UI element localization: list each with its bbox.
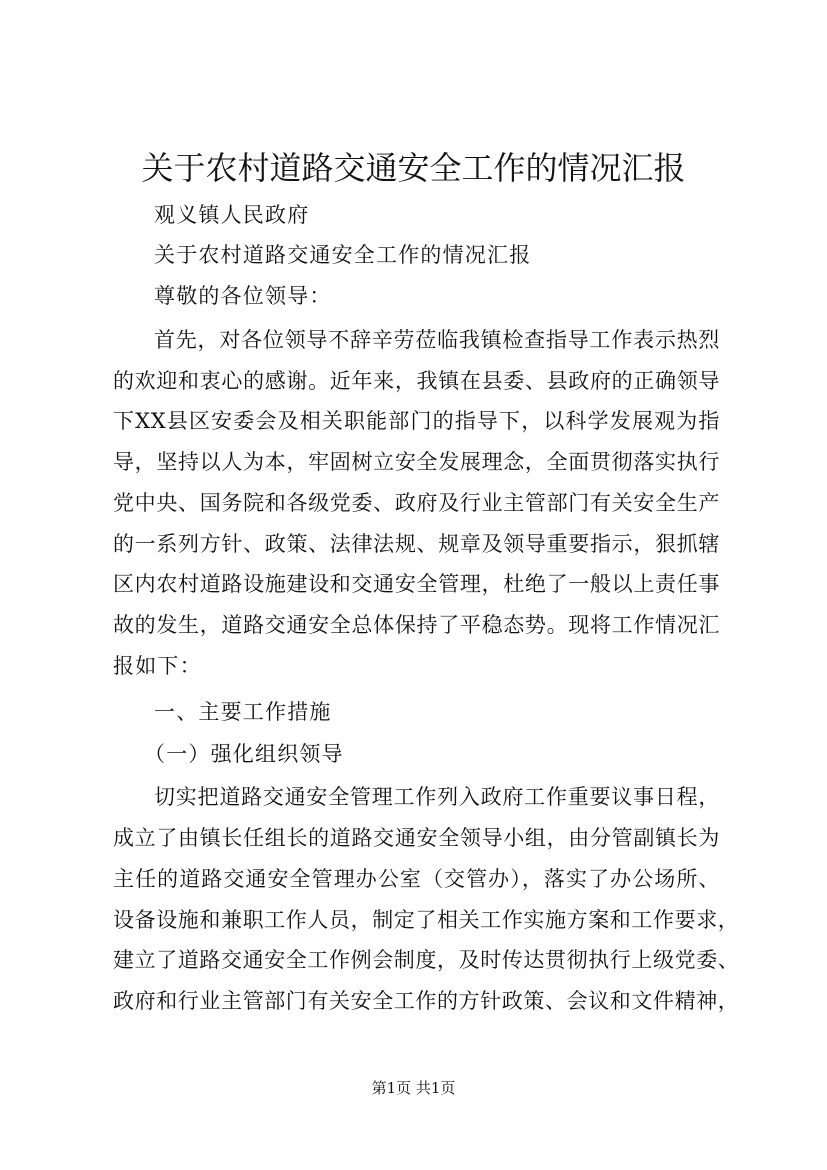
paragraph-line: 导，坚持以人为本，牢固树立安全发展理念，全面贯彻落实执行 xyxy=(113,450,720,474)
document-title: 关于农村道路交通安全工作的情况汇报 xyxy=(141,149,686,187)
paragraph-line: 建立了道路交通安全工作例会制度，及时传达贯彻执行上级党委、 xyxy=(113,948,740,972)
paragraph-line: 下XX县区安委会及相关职能部门的指导下，以科学发展观为指 xyxy=(113,409,720,433)
paragraph-line: 党中央、国务院和各级党委、政府及行业主管部门有关安全生产 xyxy=(113,491,720,515)
paragraph-line: 设备设施和兼职工作人员，制定了相关工作实施方案和工作要求， xyxy=(113,908,740,932)
paragraph-line: 成立了由镇长任组长的道路交通安全领导小组，由分管副镇长为 xyxy=(113,826,720,850)
paragraph-line: 的一系列方针、政策、法律法规、规章及领导重要指示，狠抓辖 xyxy=(113,532,720,556)
subject-line: 关于农村道路交通安全工作的情况汇报 xyxy=(154,243,532,267)
paragraph-line: 政府和行业主管部门有关安全工作的方针政策、会议和文件精神， xyxy=(113,989,740,1013)
paragraph-line: 的欢迎和衷心的感谢。近年来，我镇在县委、县政府的正确领导 xyxy=(113,369,720,393)
paragraph-line: 区内农村道路设施建设和交通安全管理，杜绝了一般以上责任事 xyxy=(113,572,720,596)
salutation-line: 尊敬的各位领导： xyxy=(154,284,332,308)
paragraph-line: 首先，对各位领导不辞辛劳莅临我镇检查指导工作表示热烈 xyxy=(154,328,720,352)
issuer-line: 观义镇人民政府 xyxy=(154,203,310,227)
paragraph-line: 主任的道路交通安全管理办公室（交管办），落实了办公场所、 xyxy=(113,867,720,891)
subsection-heading: （一）强化组织领导 xyxy=(144,742,344,766)
page-footer: 第1页 共1页 xyxy=(371,1079,456,1097)
paragraph-line: 切实把道路交通安全管理工作列入政府工作重要议事日程， xyxy=(154,785,720,809)
paragraph-line: 报如下： xyxy=(113,654,202,678)
section-heading: 一、主要工作措施 xyxy=(154,700,332,724)
paragraph-line: 故的发生，道路交通安全总体保持了平稳态势。现将工作情况汇 xyxy=(113,613,720,637)
